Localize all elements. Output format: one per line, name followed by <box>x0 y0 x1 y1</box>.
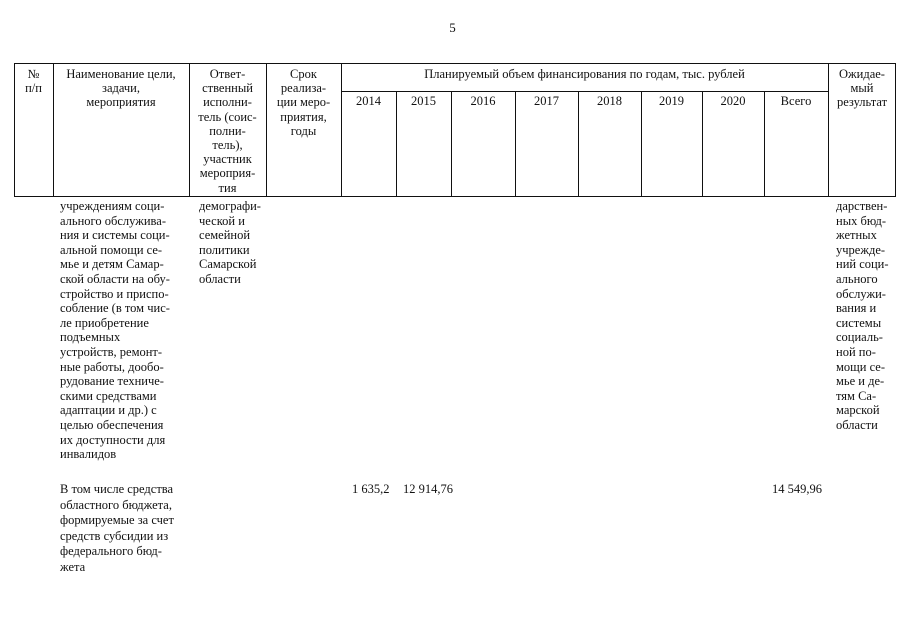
year-header-2019: 2019 <box>659 94 684 108</box>
col-divider <box>341 63 342 197</box>
year-header-total: Всего <box>780 94 812 108</box>
financing-subheader-line <box>341 91 828 92</box>
year-header-2020: 2020 <box>720 94 746 108</box>
row1-result: дарствен- ных бюд- жетных учрежде- ний соци- ального обслужи- вания и системы социаль- ной по- мощи се- мье и де- тям Са- марской области <box>836 199 889 432</box>
header-name: Наименование цели, задачи, мероприятия <box>66 67 176 110</box>
year-header-2018: 2018 <box>597 94 622 108</box>
year-header-2014: 2014 <box>356 94 381 108</box>
page-number: 5 <box>449 20 456 35</box>
row2-value-2015: 12 914,76 <box>403 482 453 496</box>
row1-executor: демографи- ческой и семейной политики Самарской области <box>199 199 261 286</box>
row2-value-2014: 1 635,2 <box>352 482 390 496</box>
year-header-2016: 2016 <box>470 94 496 108</box>
year-header-2015: 2015 <box>411 94 436 108</box>
header-num: № п/п <box>25 67 42 96</box>
header-financing: Планируемый объем финансирования по годам, тыс. рублей <box>424 67 745 81</box>
header-executor: Ответ- ственный исполни- тель (соис- полни- тель), участник мероприя- тия <box>198 67 257 195</box>
row2-value-total: 14 549,96 <box>772 482 822 496</box>
row1-name: учреждениям соци- ального обслужива- ния и системы соци- альной помощи се- мье и детям Самар- ской области на обу- стройство и приспо- собление (в том чис- ле приобретение подъемных устройств, ремонт- ные работы, дообо- рудование техниче- скими средствами адаптации и др.) с целью обеспечения их доступности для инвалидов <box>60 199 170 462</box>
row2-name: В том числе средства областного бюджета, формируемые за счет средств субсидии из федерального бюд- жета <box>60 482 174 574</box>
header-result: Ожидае- мый результат <box>836 67 888 110</box>
header-term: Срок реализа- ции меро- приятия, годы <box>276 67 331 138</box>
year-header-2017: 2017 <box>534 94 559 108</box>
